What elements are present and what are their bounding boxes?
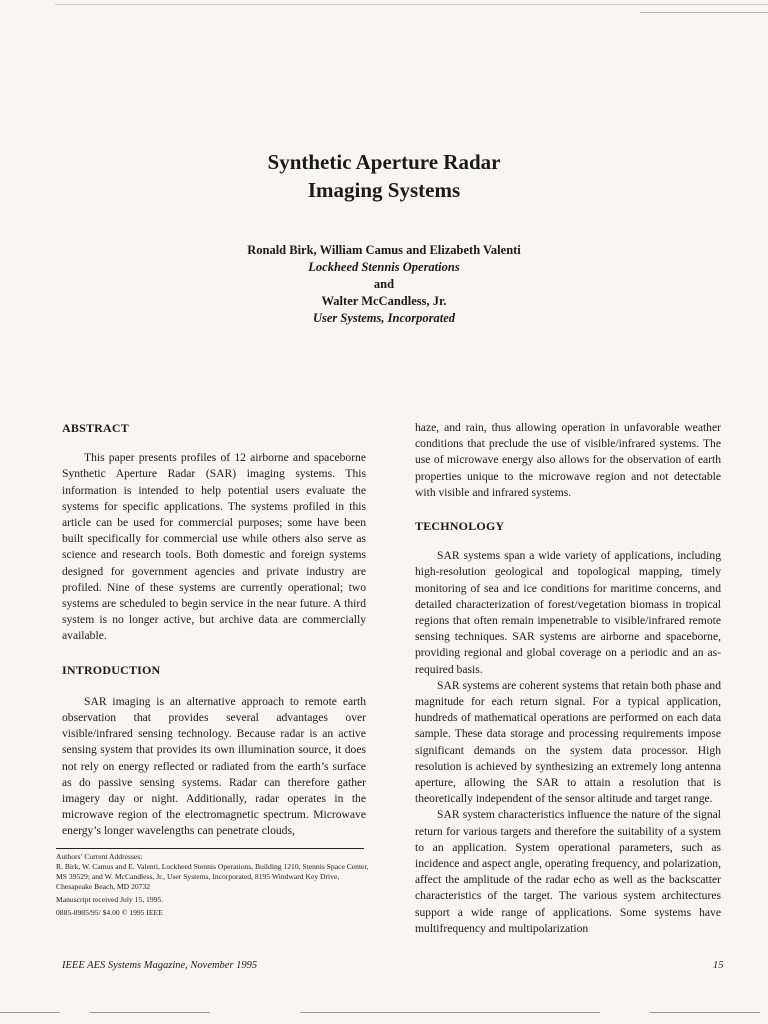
left-column bbox=[62, 420, 366, 840]
title-line-2: Imaging Systems bbox=[307, 178, 461, 202]
page-number: 15 bbox=[713, 960, 724, 971]
technology-paragraph-1: SAR systems span a wide variety of applications, including high-resolution geological and topological mapping, timely monitoring of sea and ice conditions for maritime concerns, and detailed characterization of forest/vegetation biomass in tropical regions that often remain impenetrable to visible/infrared remote sensing techniques. SAR systems are airborne and spaceborne, providing regional and global coverage on a periodic and an as-required basis. bbox=[415, 549, 721, 676]
technology-heading: TECHNOLOGY bbox=[415, 519, 505, 534]
author-names-2: Walter McCandless, Jr. bbox=[321, 294, 447, 308]
footnote-rule bbox=[56, 848, 364, 849]
abstract-heading: ABSTRACT bbox=[62, 421, 129, 435]
footnote-copyright: 0885-8985/95/ $4.00 © 1995 IEEE bbox=[56, 908, 163, 917]
scan-edge-line bbox=[650, 1012, 760, 1013]
scan-edge-line bbox=[640, 12, 768, 13]
introduction-text: SAR imaging is an alternative approach to remote earth observation that provides several advantages over visible/infrared sensing technology. Because radar is an active sensing system that provides its own illumination source, it does not rely on energy reflected or radiated from the earth’s surface as do passive sensing systems. Radar can therefore gather imagery day or night. Additionally, radar operates in the microwave region of the electromagnetic spectrum. Microwave energy’s longer wavelengths can penetrate clouds, bbox=[62, 694, 366, 838]
scan-edge-line bbox=[90, 1012, 210, 1013]
right-column bbox=[415, 420, 721, 937]
title-line-1: Synthetic Aperture Radar bbox=[267, 150, 501, 174]
footnote-received: Manuscript received July 15, 1995. bbox=[56, 895, 164, 904]
author-affiliation-2: User Systems, Incorporated bbox=[312, 311, 456, 325]
author-affiliation-1: Lockheed Stennis Operations bbox=[308, 260, 460, 274]
author-and: and bbox=[373, 277, 395, 291]
footnote-label: Authors’ Current Addresses: bbox=[56, 852, 143, 861]
technology-paragraph-2: SAR systems are coherent systems that retain both phase and magnitude for each return signal. For a typical application, hundreds of mathematical operations are performed on each data sample. These data storage and processing requirements impose significant demands on the system data processor. High resolution is achieved by synthesizing an extremely long antenna aperture, allowing the SAR to attain a resolution that is theoretically independent of the sensor altitude and target range. bbox=[415, 678, 721, 806]
scan-edge-line bbox=[0, 1012, 60, 1013]
abstract-text: This paper presents profiles of 12 airborne and spaceborne Synthetic Aperture Radar (SAR) imaging systems. This information is intended to help potential users evaluate the systems for specific applications. The systems profiled in this article can be used for commercial purposes; some have been built specifically for commercial use while others also serve as science and research tools. Both domestic and foreign systems designed for government agencies and private industry are profiled. Nine of these systems are currently operational; two systems are scheduled to begin service in the near future. A third system is no longer active, but archive data are commercially available. bbox=[62, 451, 366, 643]
footnote-block bbox=[56, 852, 376, 918]
introduction-heading: INTRODUCTION bbox=[62, 662, 161, 677]
scan-edge-line bbox=[300, 1012, 600, 1013]
introduction-continued-text: haze, and rain, thus allowing operation in unfavorable weather conditions that preclude the use of visible/infrared systems. The use of microwave energy also allows for the observation of earth properties unique to the microwave region and not detectable with visible and infrared systems. bbox=[415, 421, 721, 499]
footnote-addresses: R. Birk, W. Camus and E. Valenti, Lockheed Stennis Operations, Building 1210, Stennis Space Center, MS 39529; and W. McCandless, Jr., User Systems, Incorporated, 8195 Windward Key Drive, Chesapeake Beach, MD 20732 bbox=[56, 862, 369, 891]
technology-paragraph-3: SAR system characteristics influence the nature of the signal return for various targets and therefore the suitability of a system to an application. System operational parameters, such as incidence and aspect angle, operating frequency, and polarization, affect the amplitude of the radar echo as well as the backscatter characteristics of the target. The various system architectures support a wide range of applications. Some systems have multifrequency and multipolarization bbox=[415, 808, 721, 935]
author-block bbox=[0, 242, 768, 327]
scan-edge-line bbox=[55, 4, 768, 5]
journal-footer: IEEE AES Systems Magazine, November 1995 bbox=[62, 960, 258, 971]
paper-title bbox=[0, 148, 768, 204]
author-names-1: Ronald Birk, William Camus and Elizabeth Valenti bbox=[247, 243, 521, 257]
